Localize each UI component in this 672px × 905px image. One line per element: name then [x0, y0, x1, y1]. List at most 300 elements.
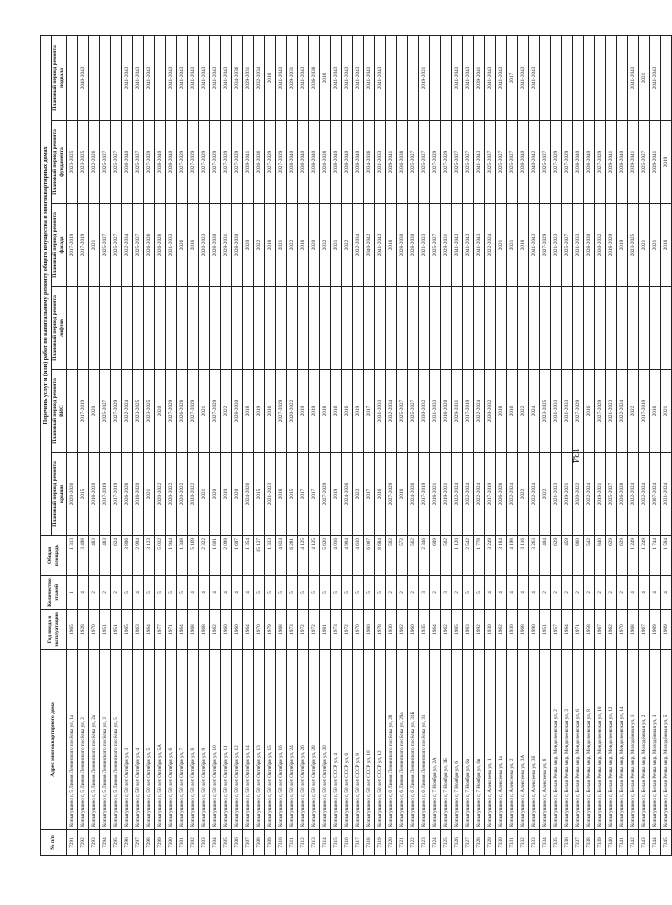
- table-cell: 2036-2038: [309, 35, 320, 120]
- table-cell: 7336: [562, 830, 573, 856]
- table-cell: Копыгушино г, 50 лет Октября ул, 16: [276, 650, 287, 830]
- table-cell: 2021: [331, 204, 342, 287]
- table-cell: 2026: [177, 204, 188, 287]
- table-row: [243, 35, 254, 855]
- table-cell: 2041-2043: [529, 204, 540, 287]
- table-cell: [298, 287, 309, 370]
- table-cell: Копыгушино г, 5 Линия Ленинского посёлка ул, 3: [100, 650, 111, 830]
- table-cell: 2027-2029: [441, 121, 452, 204]
- table-cell: 1 249: [628, 536, 639, 576]
- table-cell: Копыгушино г, 7 Ноября ул, 2А: [430, 650, 441, 830]
- table-cell: 2023-2025: [133, 370, 144, 453]
- table-cell: Копыгушино г, 50 лет Октября ул, 11: [221, 650, 232, 830]
- table-cell: 8 684: [375, 536, 386, 576]
- table-cell: 1968: [628, 610, 639, 650]
- table-cell: 7308: [254, 830, 265, 856]
- table-cell: 2021-2023: [551, 204, 562, 287]
- table-cell: [243, 287, 254, 370]
- table-row: [551, 35, 562, 855]
- table-cell: 1960: [221, 610, 232, 650]
- table-cell: [155, 287, 166, 370]
- table-row: [639, 35, 650, 855]
- table-cell: 1965: [122, 610, 133, 650]
- table-cell: 4: [628, 576, 639, 610]
- table-cell: 2016: [375, 453, 386, 536]
- table-cell: [617, 35, 628, 120]
- table-cell: 2025-2027: [452, 121, 463, 204]
- table-cell: 2038-2040: [617, 121, 628, 204]
- table-cell: 2040-2043: [78, 35, 89, 120]
- table-row: [144, 35, 155, 855]
- table-cell: 2039-2041: [650, 121, 661, 204]
- table-cell: 2: [540, 576, 551, 610]
- table-cell: [188, 287, 199, 370]
- table-cell: [210, 287, 221, 370]
- table-cell: Копыгушино г, Белая Речка мкр, Молодёжная ул, 2: [639, 650, 650, 830]
- table-cell: Копыгушино г, 50 лет Октября ул, 14: [243, 650, 254, 830]
- table-cell: 2021: [276, 204, 287, 287]
- table-cell: 2027-2029: [210, 370, 221, 453]
- table-cell: 2027-2029: [210, 121, 221, 204]
- table-cell: 2041-2043: [364, 35, 375, 120]
- table-cell: 2025-2027: [606, 453, 617, 536]
- table-cell: 2041-2043: [298, 35, 309, 120]
- table-cell: 1957: [551, 610, 562, 650]
- table-cell: 7337: [573, 830, 584, 856]
- table-cell: [441, 35, 452, 120]
- table-cell: 2029-2031: [452, 370, 463, 453]
- table-cell: 1989: [661, 610, 672, 650]
- table-cell: [573, 287, 584, 370]
- table-row: [177, 35, 188, 855]
- table-row: [463, 35, 474, 855]
- table-cell: 2016: [188, 204, 199, 287]
- table-cell: 2027-2029: [199, 121, 210, 204]
- table-cell: 2029-2031: [287, 35, 298, 120]
- table-cell: 2038-2040: [342, 121, 353, 204]
- table-cell: 2020-2022: [166, 453, 177, 536]
- table-cell: Копыгушино г, 7 Ноября ул, 6а: [463, 650, 474, 830]
- table-cell: 7306: [232, 830, 243, 856]
- header-year: Год ввода в эксплуатацию: [41, 610, 67, 650]
- table-cell: [419, 287, 430, 370]
- table-cell: 2031-2033: [430, 370, 441, 453]
- table-cell: 2022-2024: [529, 453, 540, 536]
- table-cell: 5: [353, 576, 364, 610]
- table-cell: Копыгушино г, Белая Речка мкр, Менделеевская ул, 3: [562, 650, 573, 830]
- table-row: [452, 35, 463, 855]
- table-cell: Копыгушино г, 6 Линия Ленинского посёлка ул, 29а: [397, 650, 408, 830]
- table-cell: [78, 287, 89, 370]
- table-row: [518, 35, 529, 855]
- table-cell: [452, 287, 463, 370]
- table-row: [529, 35, 540, 855]
- table-cell: 2: [111, 576, 122, 610]
- table-cell: Копыгушино г, 6 Линия Ленинского посёлка ул, 31Б: [408, 650, 419, 830]
- table-cell: 2031-2033: [375, 121, 386, 204]
- table-cell: 1968: [276, 610, 287, 650]
- table-cell: [221, 287, 232, 370]
- table-cell: 2018-2020: [133, 453, 144, 536]
- table-cell: 2: [397, 576, 408, 610]
- table-cell: 2017-2019: [639, 370, 650, 453]
- table-cell: 1964: [430, 610, 441, 650]
- table-cell: 2029-2031: [441, 204, 452, 287]
- table-cell: 2021: [661, 370, 672, 453]
- table-cell: 1978: [375, 610, 386, 650]
- table-cell: 2026-2028: [320, 121, 331, 204]
- table-cell: 2019: [331, 453, 342, 536]
- table-cell: 2031-2033: [166, 204, 177, 287]
- table-cell: 6 281: [287, 536, 298, 576]
- table-cell: 7324: [430, 830, 441, 856]
- table-cell: 2027-2029: [551, 121, 562, 204]
- table-cell: [408, 287, 419, 370]
- table-cell: 2024: [529, 370, 540, 453]
- table-cell: Копыгушино г, Алексеева ул, 8: [540, 650, 551, 830]
- table-cell: 7293: [89, 830, 100, 856]
- table-cell: 1 601: [210, 536, 221, 576]
- table-cell: [320, 287, 331, 370]
- table-cell: 2022-2024: [507, 453, 518, 536]
- table-cell: [276, 287, 287, 370]
- table-cell: 2027-2029: [188, 370, 199, 453]
- table-cell: 3 896: [122, 536, 133, 576]
- header-col4: Плановый период ремонта фасада: [52, 204, 67, 287]
- table-cell: 3 123: [144, 536, 155, 576]
- table-cell: 2041-2043: [496, 35, 507, 120]
- table-cell: 2016: [507, 370, 518, 453]
- table-cell: 5 620: [320, 536, 331, 576]
- table-cell: 2038-2040: [166, 121, 177, 204]
- table-cell: 2039-2041: [386, 121, 397, 204]
- table-cell: 2025-2027: [100, 121, 111, 204]
- table-cell: 1964: [144, 610, 155, 650]
- table-row: [342, 35, 353, 855]
- table-cell: [463, 287, 474, 370]
- table-cell: 840: [595, 536, 606, 576]
- table-cell: Копыгушино г, Белая Речка мкр, Молодёжная ул, 5: [661, 650, 672, 830]
- table-cell: 5: [331, 576, 342, 610]
- table-cell: 5: [254, 576, 265, 610]
- table-cell: 2025-2027: [463, 121, 474, 204]
- table-cell: 2022-2024: [474, 370, 485, 453]
- table-cell: 2021: [199, 453, 210, 536]
- table-cell: 1973: [287, 610, 298, 650]
- table-cell: 2021-2023: [419, 204, 430, 287]
- table-cell: 2028-2030: [232, 370, 243, 453]
- table-cell: 2041-2043: [177, 35, 188, 120]
- table-cell: 2028-2030: [210, 204, 221, 287]
- table-cell: 1951: [100, 610, 111, 650]
- table-cell: 2031-2033: [551, 370, 562, 453]
- table-cell: 2007-2024: [650, 453, 661, 536]
- table-cell: 2038-2040: [331, 121, 342, 204]
- table-cell: 2 542: [463, 536, 474, 576]
- table-cell: 7323: [419, 830, 430, 856]
- table-cell: Копыгушино г, Белая Речка мкр, Молодёжная ул, 3: [650, 650, 661, 830]
- table-cell: [177, 287, 188, 370]
- table-cell: 2015: [78, 453, 89, 536]
- table-cell: [540, 287, 551, 370]
- table-cell: 2041-2043: [485, 35, 496, 120]
- table-cell: 2020: [89, 370, 100, 453]
- table-cell: 7291: [67, 830, 78, 856]
- table-cell: Копыгушино г, Алексеева ул, 1: [485, 650, 496, 830]
- table-cell: [584, 287, 595, 370]
- table-cell: 7299: [155, 830, 166, 856]
- table-cell: 2041-2043: [628, 35, 639, 120]
- table-cell: [573, 35, 584, 120]
- table-cell: 7342: [628, 830, 639, 856]
- table-cell: Копыгушино г, 7 Ноября ул, 3Б: [441, 650, 452, 830]
- table-cell: 2017-2019: [463, 370, 474, 453]
- table-cell: 2031-2033: [375, 370, 386, 453]
- table-cell: 4 610: [353, 536, 364, 576]
- table-cell: 7313: [309, 830, 320, 856]
- table-row: [111, 35, 122, 855]
- table-row: [375, 35, 386, 855]
- table-cell: 2027-2029: [166, 370, 177, 453]
- table-cell: 4: [518, 576, 529, 610]
- table-cell: [67, 287, 78, 370]
- table-cell: [606, 287, 617, 370]
- table-cell: 4: [485, 576, 496, 610]
- table-cell: 2: [100, 576, 111, 610]
- table-cell: 5: [298, 576, 309, 610]
- table-cell: 2038-2040: [518, 121, 529, 204]
- table-cell: 5: [155, 576, 166, 610]
- table-cell: 1 249: [639, 536, 650, 576]
- table-cell: 1967: [639, 610, 650, 650]
- table-cell: 2027-2029: [430, 121, 441, 204]
- table-cell: Копыгушино г, Белая Речка мкр, Менделеевская ул, 12: [606, 650, 617, 830]
- table-cell: [89, 287, 100, 370]
- table-cell: [89, 35, 100, 120]
- table-cell: 2 994: [133, 536, 144, 576]
- table-cell: 2027-2029: [276, 370, 287, 453]
- table-cell: 2032-2034: [386, 370, 397, 453]
- table-cell: 4 904: [342, 536, 353, 576]
- table-row: [617, 35, 628, 855]
- table-cell: 2018: [298, 204, 309, 287]
- table-row: [628, 35, 639, 855]
- table-cell: 7327: [463, 830, 474, 856]
- table-cell: [595, 35, 606, 120]
- table-cell: 7338: [584, 830, 595, 856]
- table-row: [430, 35, 441, 855]
- table-cell: 7340: [606, 830, 617, 856]
- table-cell: 2018-2021: [430, 453, 441, 536]
- table-cell: 7297: [133, 830, 144, 856]
- table-cell: [595, 287, 606, 370]
- table-cell: [562, 35, 573, 120]
- table-cell: 4: [661, 576, 672, 610]
- table-cell: [111, 35, 122, 120]
- table-cell: [518, 287, 529, 370]
- table-cell: 2019: [298, 370, 309, 453]
- table-cell: 860: [573, 536, 584, 576]
- table-cell: 1970: [254, 610, 265, 650]
- table-cell: 4: [188, 576, 199, 610]
- table-cell: 2022: [540, 453, 551, 536]
- table-row: [353, 35, 364, 855]
- table-cell: 2022: [287, 204, 298, 287]
- table-cell: Копыгушино г, Алексеева ул, 3б: [529, 650, 540, 830]
- table-cell: 2025-2027: [133, 204, 144, 287]
- table-cell: 7303: [199, 830, 210, 856]
- header-col5: Плановый период ремонта фундамента: [52, 121, 67, 204]
- table-cell: [111, 287, 122, 370]
- table-cell: Копыгушино г, 50 лет Октября ул, 28: [309, 650, 320, 830]
- table-cell: 2019-2021: [419, 35, 430, 120]
- table-cell: 2027-2029: [188, 121, 199, 204]
- table-cell: 2041-2043: [353, 35, 364, 120]
- header-num: № п/п: [41, 830, 67, 856]
- table-cell: 1951: [540, 610, 551, 650]
- table-cell: 2022: [628, 370, 639, 453]
- table-cell: 2027-2029: [144, 121, 155, 204]
- table-cell: 1992: [474, 610, 485, 650]
- table-row: [309, 35, 320, 855]
- table-cell: 7320: [386, 830, 397, 856]
- table-cell: 2034-2036: [364, 121, 375, 204]
- table-row: [199, 35, 210, 855]
- table-cell: 2017: [364, 453, 375, 536]
- table-cell: 2021: [144, 453, 155, 536]
- table-cell: 5: [276, 576, 287, 610]
- table-cell: 2017: [309, 453, 320, 536]
- table-caption: Перечень услуг и (или) работ по капитальному ремонту общего имущества в многоквартирных домах: [41, 35, 52, 535]
- table-cell: 2041-2043: [342, 35, 353, 120]
- table-cell: 2019: [254, 370, 265, 453]
- table-cell: Копыгушино г, 50 лет Октября ул, 13: [254, 650, 265, 830]
- table-cell: [364, 287, 375, 370]
- table-cell: 1 313: [67, 536, 78, 576]
- table-cell: 4: [650, 576, 661, 610]
- table-row: [166, 35, 177, 855]
- table-cell: 7294: [100, 830, 111, 856]
- table-cell: 1960: [232, 610, 243, 650]
- table-cell: Копыгушино г, 50 лет Октября ул, 7: [177, 650, 188, 830]
- table-row: [584, 35, 595, 855]
- table-cell: [397, 287, 408, 370]
- table-cell: 2016: [265, 370, 276, 453]
- table-cell: 2029-2031: [221, 204, 232, 287]
- table-cell: 1962: [496, 610, 507, 650]
- table-cell: 3: [441, 576, 452, 610]
- table-cell: 2: [562, 576, 573, 610]
- table-cell: 2025-2027: [485, 121, 496, 204]
- table-cell: 2021-2023: [606, 370, 617, 453]
- table-cell: Копыгушино г, Белая Речка мкр, Менделеевская ул, 6: [573, 650, 584, 830]
- table-cell: [650, 287, 661, 370]
- table-cell: 2041-2043: [375, 204, 386, 287]
- table-cell: 5: [309, 576, 320, 610]
- table-cell: 1951: [111, 610, 122, 650]
- table-cell: 2040-2042: [529, 121, 540, 204]
- table-cell: 483: [89, 536, 100, 576]
- table-cell: 2022-2024: [452, 453, 463, 536]
- table-cell: 1930: [386, 610, 397, 650]
- table-cell: 3 184: [496, 536, 507, 576]
- table-cell: 2041-2043: [331, 35, 342, 120]
- table-cell: 2016: [650, 370, 661, 453]
- table-cell: 2027-2029: [111, 370, 122, 453]
- table-cell: 1968: [518, 610, 529, 650]
- table-cell: [254, 287, 265, 370]
- table-cell: 1990: [529, 610, 540, 650]
- table-cell: 7317: [353, 830, 364, 856]
- table-cell: 2022-2024: [584, 453, 595, 536]
- table-cell: Копыгушино г, 5 Линия Ленинского посёлка ул, 1а: [67, 650, 78, 830]
- table-cell: 2018: [265, 204, 276, 287]
- table-cell: 7333: [529, 830, 540, 856]
- table-cell: 2023-2025: [628, 204, 639, 287]
- table-cell: 5: [287, 576, 298, 610]
- table-cell: 2038-2040: [298, 121, 309, 204]
- table-cell: 1 744: [650, 536, 661, 576]
- table-cell: 5: [474, 576, 485, 610]
- table-cell: Копыгушино г, 6 Линия Ленинского посёлка ул, 28: [386, 650, 397, 830]
- table-cell: 3 498: [78, 536, 89, 576]
- table-cell: 7307: [243, 830, 254, 856]
- table-cell: 4: [507, 576, 518, 610]
- table-cell: [232, 287, 243, 370]
- table-cell: 2017-2019: [78, 370, 89, 453]
- table-cell: 2029-2031: [243, 35, 254, 120]
- table-cell: 2: [584, 576, 595, 610]
- table-cell: 624: [111, 536, 122, 576]
- table-cell: 2041-2043: [463, 204, 474, 287]
- table-cell: 1985: [452, 610, 463, 650]
- table-cell: 2039-2041: [474, 35, 485, 120]
- table-cell: 1973: [331, 610, 342, 650]
- table-cell: 5 032: [155, 536, 166, 576]
- table-cell: 4: [210, 576, 221, 610]
- table-cell: 2030-2032: [595, 204, 606, 287]
- table-cell: 5: [265, 576, 276, 610]
- table-cell: 2020-2022: [573, 453, 584, 536]
- table-cell: 2034-2036: [232, 35, 243, 120]
- table-cell: [540, 35, 551, 120]
- header-col2: Плановый период ремонта ВИС: [52, 370, 67, 453]
- table-cell: 2022: [518, 370, 529, 453]
- table-cell: [551, 287, 562, 370]
- table-cell: 2024-2026: [408, 453, 419, 536]
- table-cell: [100, 35, 111, 120]
- table-cell: 1962: [441, 610, 452, 650]
- table-cell: 2022-2024: [122, 370, 133, 453]
- table-cell: 2041-2043: [375, 35, 386, 120]
- table-cell: 2018: [661, 204, 672, 287]
- table-cell: 5: [463, 576, 474, 610]
- table-cell: 4 824: [276, 536, 287, 576]
- table-row: [122, 35, 133, 855]
- table-cell: 2: [595, 576, 606, 610]
- table-cell: 5: [364, 576, 375, 610]
- table-row: [254, 35, 265, 855]
- table-cell: 2023-2025: [78, 121, 89, 204]
- rotated-table-wrapper: [40, 36, 669, 856]
- table-cell: 2025-2027: [111, 204, 122, 287]
- table-cell: 2020: [309, 204, 320, 287]
- table-cell: [606, 35, 617, 120]
- table-row: [320, 35, 331, 855]
- table-cell: 2016: [584, 370, 595, 453]
- table-cell: [617, 287, 628, 370]
- table-cell: 2039-2041: [243, 121, 254, 204]
